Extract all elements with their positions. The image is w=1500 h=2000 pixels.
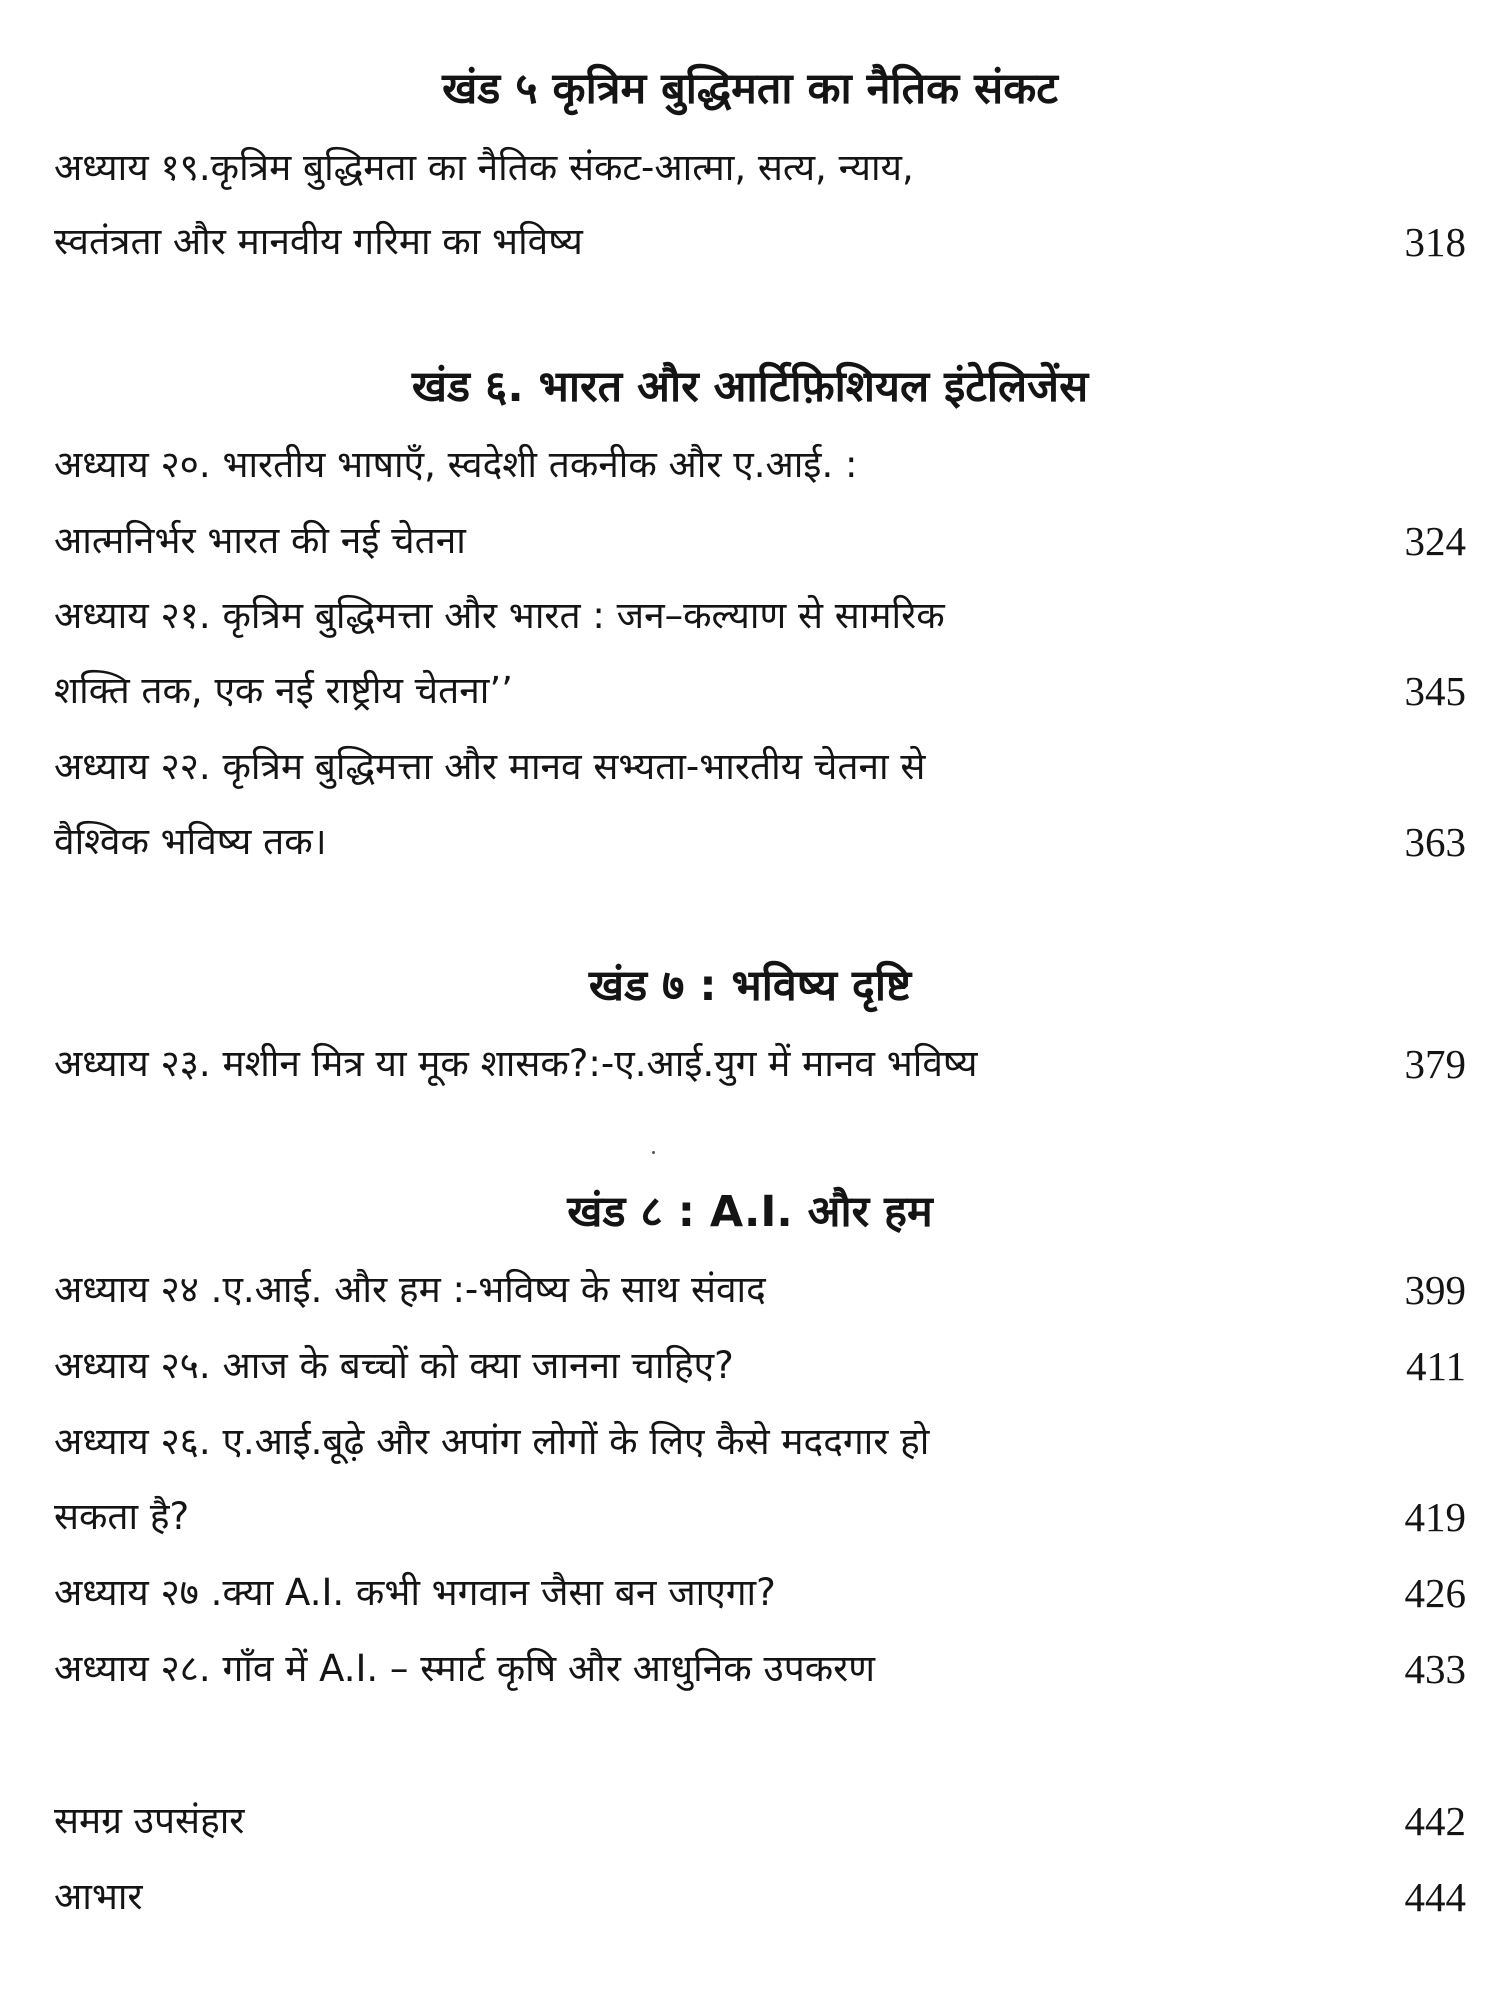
toc-entry (54, 1639, 1466, 1699)
toc-entry-title: अध्याय २०. भारतीय भाषाएँ, स्वदेशी तकनीक और ए.आई. : (54, 443, 858, 486)
toc-entry-title: अध्याय २२. कृत्रिम बुद्धिमत्ता और मानव सभ्यता-भारतीय चेतना से (54, 745, 926, 788)
toc-entry (54, 1034, 1466, 1094)
toc-entry-title: अध्याय १९.कृत्रिम बुद्धिमता का नैतिक संकट-आत्मा, सत्य, न्याय, (54, 146, 914, 189)
toc-entry-page: 411 (1406, 1343, 1466, 1389)
toc-entry-title: समग्र उपसंहार (54, 1799, 245, 1842)
toc-entry (54, 212, 1466, 272)
toc-entry-title: अध्याय २६. ए.आई.बूढ़े और अपांग लोगों के लिए कैसे मददगार हो (54, 1420, 930, 1463)
toc-entry (54, 661, 1466, 721)
toc-entry-title: आभार (54, 1875, 143, 1918)
toc-entry (54, 435, 1466, 495)
toc-entry-title: अध्याय २१. कृत्रिम बुद्धिमत्ता और भारत : जन–कल्याण से सामरिक (54, 594, 945, 637)
toc-entry-page: 426 (1404, 1570, 1466, 1616)
toc-entry-page: 363 (1404, 819, 1466, 865)
toc-entry (54, 1791, 1466, 1851)
toc-entry-page: 419 (1404, 1494, 1466, 1540)
toc-entry (54, 511, 1466, 571)
toc-entry-page: 444 (1404, 1874, 1466, 1920)
toc-entry (54, 1867, 1466, 1927)
toc-entry (54, 586, 1466, 646)
toc-entry-title: अध्याय २८. गाँव में A.I. – स्मार्ट कृषि और आधुनिक उपकरण (54, 1647, 876, 1690)
section-heading: खंड ६. भारत और आर्टिफ़िशियल इंटेलिजेंस (411, 362, 1089, 412)
toc-entry-title: अध्याय २५. आज के बच्चों को क्या जानना चाहिए? (54, 1344, 734, 1387)
toc-entry (54, 1563, 1466, 1623)
toc-entry-title: सकता है? (54, 1495, 190, 1538)
toc-entry (54, 812, 1466, 872)
section-heading: खंड ८ : A.I. और हम (567, 1187, 933, 1237)
toc-entry-page: 433 (1404, 1646, 1466, 1692)
toc-entry-page: 318 (1404, 219, 1466, 265)
section-heading: खंड ७ : भविष्य दृष्टि (588, 961, 912, 1011)
toc-entry (54, 737, 1466, 797)
toc-entry (54, 1412, 1466, 1472)
toc-entry-page: 379 (1404, 1041, 1466, 1087)
toc-entry (54, 1336, 1466, 1396)
toc-entry-page: 399 (1404, 1267, 1466, 1313)
toc-entry-title: वैश्विक भविष्य तक। (54, 820, 327, 863)
toc-entry-title: अध्याय २७ .क्या A.I. कभी भगवान जैसा बन जाएगा? (54, 1571, 776, 1614)
section-heading: खंड ५ कृत्रिम बुद्धिमता का नैतिक संकट (442, 64, 1058, 114)
toc-entry-title: आत्मनिर्भर भारत की नई चेतना (54, 519, 466, 562)
toc-entry-page: 442 (1404, 1798, 1466, 1844)
toc-entry-title: अध्याय २३. मशीन मित्र या मूक शासक?:-ए.आई.युग में मानव भविष्य (54, 1042, 978, 1085)
toc-entry (54, 1260, 1466, 1320)
toc-entry-page: 345 (1404, 668, 1466, 714)
toc-entry-page: 324 (1404, 518, 1466, 564)
toc-entry-title: अध्याय २४ .ए.आई. और हम :-भविष्य के साथ संवाद (54, 1268, 766, 1311)
toc-entry-title: स्वतंत्रता और मानवीय गरिमा का भविष्य (54, 220, 583, 263)
toc-entry (54, 1487, 1466, 1547)
toc-entry-title: शक्ति तक, एक नई राष्ट्रीय चेतना’’ (54, 669, 513, 712)
toc-entry (54, 138, 1466, 198)
print-speck (652, 1151, 655, 1154)
